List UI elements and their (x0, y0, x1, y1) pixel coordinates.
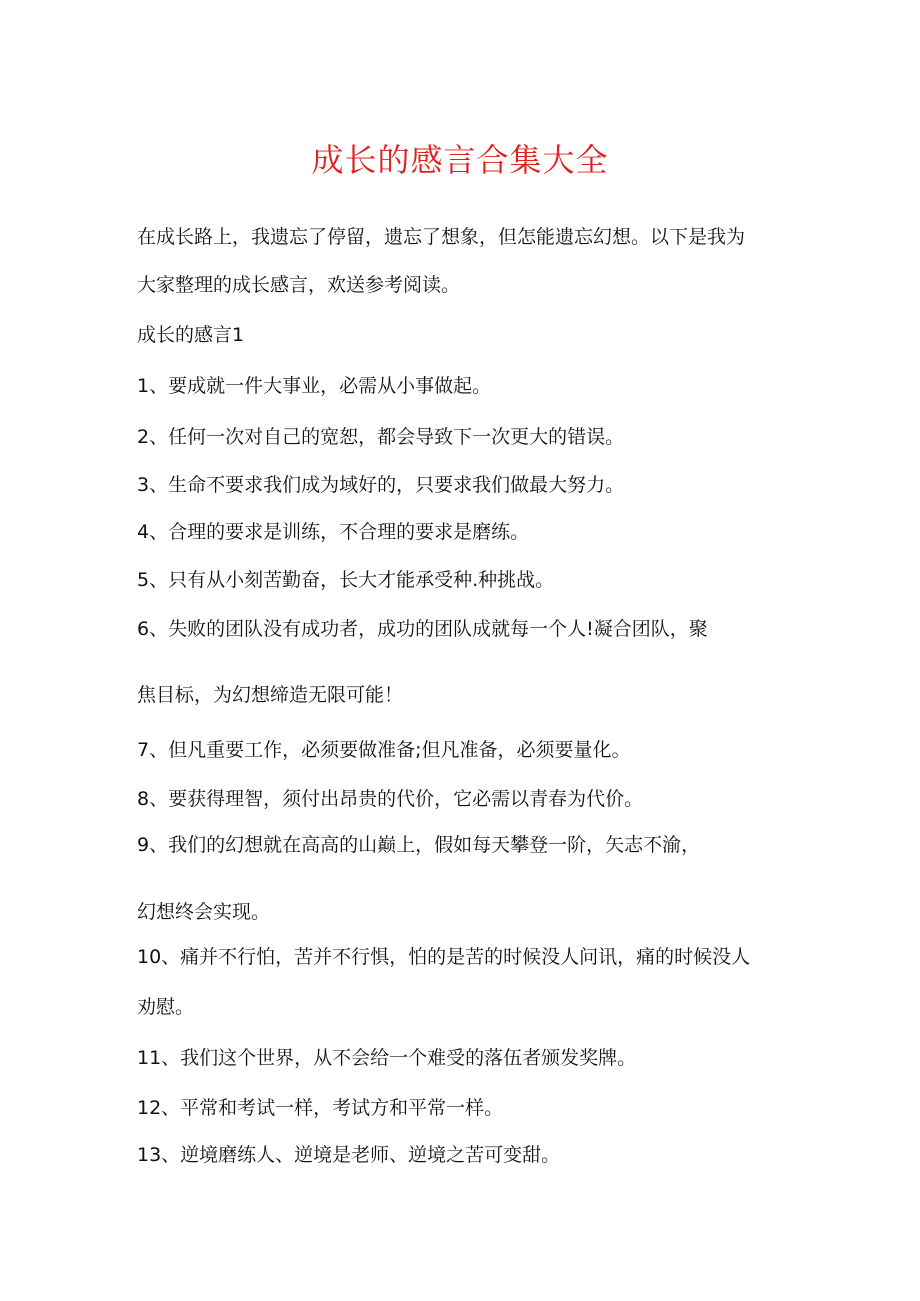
list-item-6: 6、失败的团队没有成功者，成功的团队成就每一个人!凝合团队，聚 (137, 618, 708, 640)
list-item-10-continued: 劝慰。 (137, 996, 195, 1018)
list-item-7: 7、但凡重要工作，必须要做准备;但凡准备，必须要量化。 (137, 739, 631, 761)
list-item-9: 9、我们的幻想就在高高的山巅上，假如每天攀登一阶，矢志不渝， (137, 834, 701, 856)
list-item-9-continued: 幻想终会实现。 (137, 901, 271, 923)
list-item-6-continued: 焦目标，为幻想缔造无限可能！ (137, 684, 404, 706)
list-item-13: 13、逆境磨练人、逆境是老师、逆境之苦可变甜。 (137, 1144, 561, 1166)
list-item-4: 4、合理的要求是训练，不合理的要求是磨练。 (137, 521, 530, 543)
list-item-2: 2、任何一次对自己的宽恕，都会导致下一次更大的错误。 (137, 426, 625, 448)
document-title: 成长的感言合集大全 (311, 141, 609, 179)
list-item-11: 11、我们这个世界，从不会给一个难受的落伍者颁发奖牌。 (137, 1047, 637, 1069)
list-item-8: 8、要获得理智，须付出昂贵的代价，它必需以青春为代价。 (137, 788, 644, 810)
list-item-3: 3、生命不要求我们成为域好的，只要求我们做最大努力。 (137, 474, 625, 496)
list-item-5: 5、只有从小刻苦勤奋，长大才能承受种.种挑战。 (137, 569, 555, 591)
list-item-12: 12、平常和考试一样，考试方和平常一样。 (137, 1097, 504, 1119)
list-item-10: 10、痛并不行怕，苦并不行惧，怕的是苦的时候没人问讯，痛的时候没人 (137, 946, 751, 968)
intro-line-2: 大家整理的成长感言，欢送参考阅读。 (137, 274, 461, 296)
intro-line-1: 在成长路上，我遗忘了停留，遗忘了想象，但怎能遗忘幻想。以下是我为 (137, 226, 746, 248)
section-heading: 成长的感言1 (137, 324, 245, 346)
list-item-1: 1、要成就一件大事业，必需从小事做起。 (137, 375, 492, 397)
